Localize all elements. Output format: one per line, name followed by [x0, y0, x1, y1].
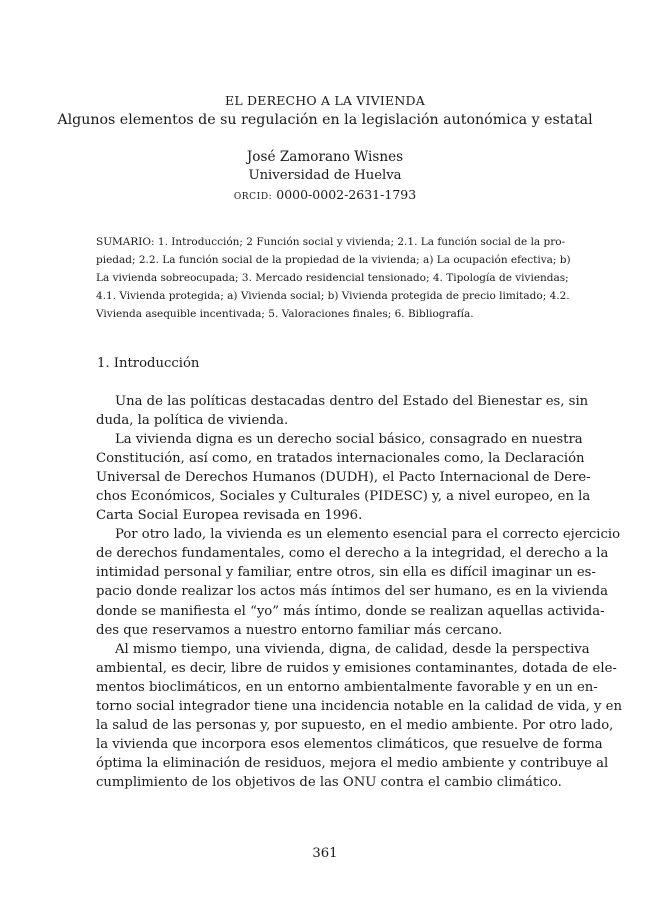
body-line: chos Económicos, Sociales y Culturales (PIDESC) y, a nivel europeo, en la: [96, 489, 591, 505]
body-line: ambiental, es decir, libre de ruidos y emisiones contaminantes, dotada de ele-: [96, 660, 617, 676]
body-line: Por otro lado, la vivienda es un elemento esencial para el correcto ejercicio: [115, 527, 621, 543]
author-name: José Zamorano Wisnes: [246, 149, 404, 165]
summary-line: Vivienda asequible incentivada; 5. Valoraciones finales; 6. Bibliografía.: [96, 308, 474, 320]
summary-block: [96, 233, 571, 323]
article-title: EL DERECHO A LA VIVIENDA: [225, 93, 425, 108]
summary-line: piedad; 2.2. La función social de la propiedad de la vivienda; a) La ocupación efectiva; b): [96, 254, 571, 266]
summary-line: SUMARIO: 1. Introducción; 2 Función social y vivienda; 2.1. La función social de la pro-: [96, 236, 566, 248]
body-line: duda, la política de vivienda.: [96, 413, 289, 429]
body-line: mentos bioclimáticos, en un entorno ambientalmente favorable y en un en-: [96, 679, 598, 695]
orcid-label: ORCID:: [233, 192, 273, 202]
author-affiliation: Universidad de Huelva: [248, 168, 402, 183]
body-line: Universal de Derechos Humanos (DUDH), el Pacto Internacional de Dere-: [96, 470, 591, 486]
body-line: torno social integrador tiene una incidencia notable en la calidad de vida, y en: [96, 698, 622, 714]
body-line: Constitución, así como, en tratados internacionales como, la Declaración: [96, 451, 585, 467]
body-line: la salud de las personas y, por supuesto, en el medio ambiente. Por otro lado,: [96, 717, 614, 733]
body-line: Al mismo tiempo, una vivienda, digna, de calidad, desde la perspectiva: [115, 641, 590, 657]
page-number: 361: [312, 846, 338, 861]
body-text: [96, 392, 622, 792]
section-heading: 1. Introducción: [97, 356, 200, 371]
body-line: pacio donde realizar los actos más íntimos del ser humano, es en la vivienda: [96, 584, 608, 600]
body-line: La vivienda digna es un derecho social básico, consagrado en nuestra: [115, 432, 583, 448]
body-line: la vivienda que incorpora esos elementos climáticos, que resuelve de forma: [96, 736, 603, 752]
author-orcid: [0, 187, 650, 202]
body-line: intimidad personal y familiar, entre otros, sin ella es difícil imaginar un es-: [96, 565, 596, 581]
orcid-value: 0000-0002-2631-1793: [272, 187, 417, 202]
summary-line: 4.1. Vivienda protegida; a) Vivienda social; b) Vivienda protegida de precio limitado; 4.2.: [96, 290, 570, 302]
body-line: Carta Social Europea revisada en 1996.: [96, 508, 363, 524]
body-line: donde se manifiesta el “yo” más íntimo, donde se realizan aquellas activida-: [96, 603, 605, 619]
body-line: Una de las políticas destacadas dentro del Estado del Bienestar es, sin: [115, 394, 589, 409]
summary-line: La vivienda sobreocupada; 3. Mercado residencial tensionado; 4. Tipología de viviendas;: [96, 272, 569, 284]
body-line: de derechos fundamentales, como el derecho a la integridad, el derecho a la: [96, 546, 609, 562]
body-line: óptima la eliminación de residuos, mejora el medio ambiente y contribuye al: [96, 755, 609, 771]
article-subtitle: Algunos elementos de su regulación en la legislación autonómica y estatal: [57, 112, 593, 128]
body-line: cumplimiento de los objetivos de las ONU contra el cambio climático.: [96, 774, 562, 790]
body-line: des que reservamos a nuestro entorno familiar más cercano.: [96, 622, 503, 638]
